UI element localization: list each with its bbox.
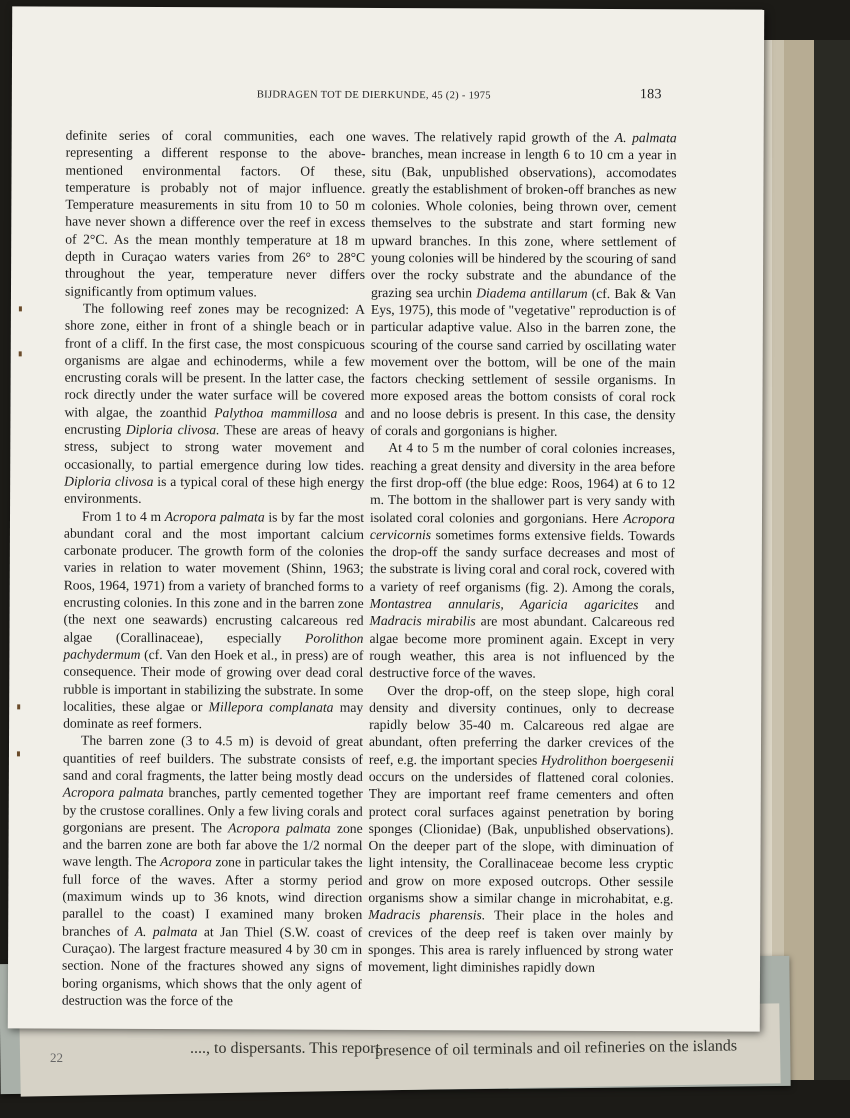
italic-term: Millepora complanata	[208, 699, 334, 715]
text-segment: The following reef zones may be recognized: A shore zone, either in front of a shingle beach or in front of a cliff. In the first case, the most conspicuous organisms are algae and echinoderms, while a few encrusting corals will be present. In the latter case, the rock directly under the water surface will be covered with algae, the zoanthid	[64, 300, 365, 420]
underlying-page-right-text: presence of oil terminals and oil refineries on the islands	[374, 1037, 738, 1060]
text-segment: at Jan Thiel (S.W. coast of Curaçao). The largest fracture measured 4 by 30 cm in section. None of the fractures showed any signs of boring organisms, which shows that the only agent of destruction was the force of the	[61, 923, 363, 1009]
text-segment: and	[638, 597, 675, 613]
italic-term: Acropora palmata	[228, 820, 331, 836]
running-header	[12, 87, 764, 103]
text-segment: sometimes forms extensive fields. Towards the drop-off the sandy surface decreases and most of the substrate is living coral and coral rock, covered with a variety of reef organisms (fig. 2). Among the corals,	[369, 527, 675, 595]
italic-term: Porolithon pachydermum	[63, 630, 364, 662]
text-segment: At 4 to 5 m the number of coral colonies increases, reaching a great density and diversity in the area before the first drop-off (the blue edge: Roos, 1964) at 6 to 12 m. The bottom in the shallower part is very sandy with isolated coral colonies and gorgonians. Here	[369, 440, 676, 526]
paragraph	[65, 127, 366, 301]
margin-mark	[19, 351, 22, 356]
paragraph	[64, 300, 365, 509]
text-segment: zone and the barren zone are both far above the 1/2 normal wave length. The	[62, 820, 363, 870]
book-spine-shadow	[814, 40, 850, 1080]
paragraph	[63, 507, 364, 733]
italic-term: Acropora palmata	[164, 508, 265, 525]
text-segment: zone in particular takes the full force of the waves. After a stormy period (maximum winds up to 36 knots, wind direction parallel to the coast) I examined many broken branches of	[62, 854, 363, 939]
margin-mark	[17, 751, 20, 756]
margin-mark	[19, 306, 22, 311]
page-stack-edge	[784, 40, 814, 1080]
italic-term: Acropora	[160, 854, 212, 870]
text-segment: Their place in the holes and crevices of the deep reef is taken over mainly by sponges. This area is rarely influenced by strong water movement, light diminishes rapidly down	[368, 907, 674, 976]
text-segment: and encrusting	[64, 405, 365, 437]
margin-mark	[17, 704, 20, 709]
text-segment: are most abundant. Calcareous red algae become more prominent again. Except in very rough weather, this area is not influenced by the destructive force of the waves.	[369, 613, 675, 681]
italic-term: Madracis pharensis.	[368, 907, 486, 923]
paragraph	[370, 128, 676, 441]
text-segment: Over the drop-off, on the steep slope, high coral density and diversity continues, only to decrease rapidly below 35-40 m. Calcareous red algae are abundant, often preferring the darker crevices of the reef, e.g. the important species	[368, 682, 675, 768]
italic-term: Palythoa mammillosa	[214, 404, 338, 421]
right-column	[368, 128, 677, 977]
page-stack-edge	[772, 40, 784, 1080]
paragraph	[62, 732, 363, 1010]
text-segment: is by far the most abundant coral and the most important calcium carbonate producer. The growth form of the colonies varies in relation to water movement (Shinn, 1963; Roos, 1964, 1971) from a variety of branched forms to encrusting colonies. In this zone and in the barren zone (the next one seawards) encrusting calcareous red algae (Corallinaceae), especially	[63, 509, 365, 646]
text-segment: is a typical coral of these high energy environments.	[64, 473, 365, 507]
text-segment: branches, mean increase in length 6 to 10 cm a year in situ (Bak, unpublished observations), accomodates greatly the establishment of broken-off branches as new colonies. Whole colonies, being thrown over, cement themselves to the substrate and start forming new upward branches. In this zone, where settlement of young colonies will be hindered by the scouring of sand over the rocky substrate and the abundance of the grazing sea urchin	[370, 146, 677, 301]
document-page	[8, 6, 764, 1031]
italic-term: A. palmata	[134, 923, 198, 939]
text-segment: (cf. Bak & Van Eys, 1975), this mode of "vegetative" reproduction is of particular adaptive value. Also in the barren zone, the scouring of the course sand carried by oscillating water movement over the bottom, will be one of the main factors checking settlement of sessile organisms. In more exposed areas the bottom consists of coral rock and no loose debris is present. In this case, the density of corals and gorgonians is higher.	[370, 285, 677, 439]
text-segment: occurs on the undersides of flattened coral colonies. They are important reef frame cementers and often protect coral surfaces against penetration by boring sponges (Clionidae) (Bak, unpublished observations). On the deeper part of the slope, with diminuation of light intensity, the Corallinaceae become less cryptic and grow on more exposed outcrops. Other sessile organisms show a similar change in microhabitat, e.g.	[368, 768, 674, 907]
text-segment: branches, partly cemented together by the crustose corallines. Only a few living corals and gorgonians are present. The	[62, 785, 363, 836]
page-number: 183	[639, 87, 662, 103]
text-segment: The barren zone (3 to 4.5 m) is devoid of great quantities of reef builders. The substrate consists of sand and coral fragments, the latter being mostly dead	[62, 733, 364, 784]
text-segment: From 1 to 4 m	[81, 508, 165, 524]
italic-term: Madracis mirabilis	[369, 613, 476, 629]
italic-term: Acropora palmata	[62, 784, 164, 801]
text-segment: (cf. Van den Hoek et al., in press) are of consequence. Their mode of growing over dead coral rubble is important in stabilizing the substrate. In some localities, these algae or	[63, 646, 364, 715]
italic-term: Diploria clivosa.	[125, 421, 220, 438]
italic-term: A. palmata	[614, 129, 677, 146]
underlying-page-number: 22	[50, 1050, 63, 1065]
text-segment: may dominate as reef formers.	[63, 699, 364, 732]
italic-term: Hydrolithon boergesenii	[541, 752, 674, 768]
italic-term: Diadema antillarum	[476, 285, 588, 301]
text-segment: waves. The relatively rapid growth of the	[371, 128, 615, 145]
left-column	[62, 127, 366, 1010]
underlying-page-left-text: ...., to dispersants. This report	[190, 1040, 380, 1057]
text-segment: These are areas of heavy stress, subject to strong water movement and occasionally, to partial emergence during low tides.	[64, 422, 365, 473]
paragraph	[368, 681, 674, 976]
italic-term: Acropora cervicornis	[369, 510, 676, 543]
italic-term: Diploria clivosa	[64, 473, 154, 489]
journal-title: BIJDRAGEN TOT DE DIERKUNDE, 45 (2) - 1975	[256, 89, 491, 102]
text-segment: definite series of coral communities, each one representing a different response to the above-mentioned environmental factors. Of these, temperature is probably not of major influence. Temperature measurements in situ from 10 to 50 m have never shown a difference over the reef in excess of 2°C. As the mean monthly temperature at 18 m depth in Curaçao waters varies from 26° to 28°C throughout the year, temperature never differs significantly from optimum values.	[64, 127, 366, 300]
italic-term: Montastrea annularis, Agaricia agaricites	[369, 595, 639, 613]
paragraph	[369, 439, 675, 682]
